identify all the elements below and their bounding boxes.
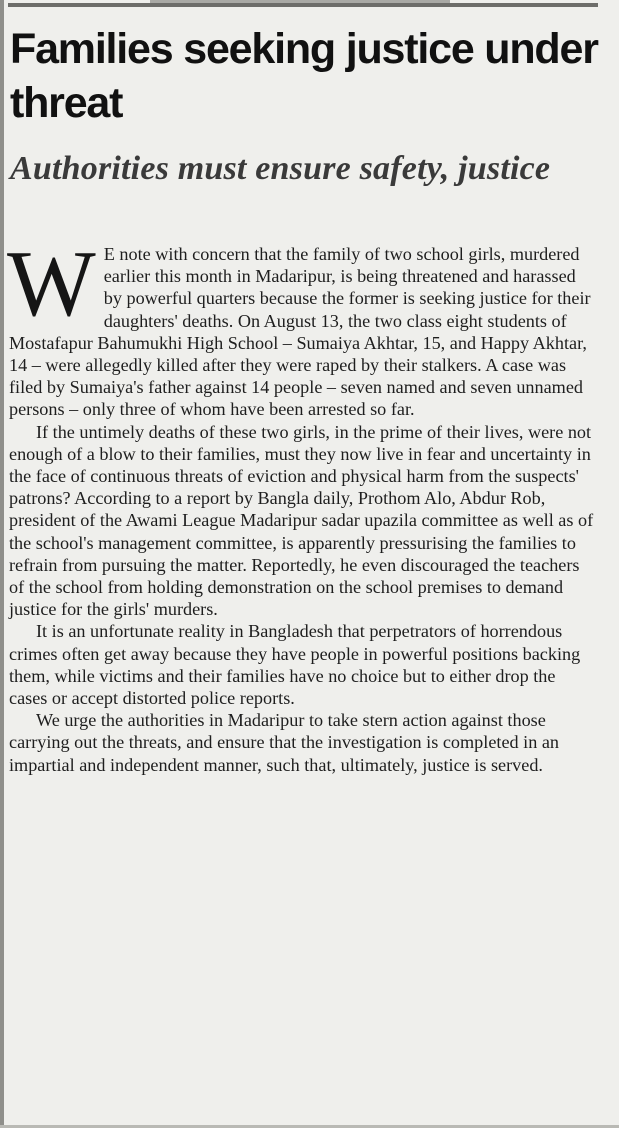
lead-paragraph-text: E note with concern that the family of two school girls, murdered earlier this month in Madaripur, is being threatened and harassed by powerful quarters because the former is seeking justice for their daughters' deaths. On August 13, the two class eight students of Mostafapur Bahumukhi High School – Sumaiya Akhtar, 15, and Happy Akhtar, 14 – were allegedly killed after they were raped by their stalkers. A case was filed by Sumaiya's father against 14 people – seven named and seven unnamed persons – only three of whom have been arrested so far. bbox=[9, 244, 591, 420]
body-paragraph: We urge the authorities in Madaripur to take stern action against those carrying out the threats, and ensure that the investigation is completed in an impartial and independent manner, such that, ultimately, justice is served. bbox=[9, 710, 560, 775]
top-rule bbox=[8, 3, 598, 7]
body-paragraph: It is an unfortunate reality in Bangladesh that perpetrators of horrendous crimes often get away because they have people in powerful positions backing them, while victims and their families have no choice but to either drop the cases or accept distorted police reports. bbox=[9, 621, 581, 709]
left-page-edge bbox=[0, 0, 4, 1128]
subheadline: Authorities must ensure safety, justice bbox=[10, 150, 551, 187]
drop-cap: W bbox=[7, 232, 96, 336]
article-body bbox=[7, 232, 597, 776]
body-paragraph: If the untimely deaths of these two girls, in the prime of their lives, were not enough of a blow to their families, must they now live in fear and uncertainty in the face of continuous threats of eviction and physical harm from the suspects' patrons? According to a report by Bangla daily, Prothom Alo, Abdur Rob, president of the Awami League Madaripur sadar upazila committee as well as of the school's management committee, is apparently pressurising the families to refrain from pursuing the matter. Reportedly, he even discouraged the teachers of the school from holding demonstration on the school premises to demand justice for the girls' murders. bbox=[9, 421, 594, 620]
lead-paragraph bbox=[7, 232, 597, 421]
headline: Families seeking justice under threat bbox=[10, 25, 598, 127]
